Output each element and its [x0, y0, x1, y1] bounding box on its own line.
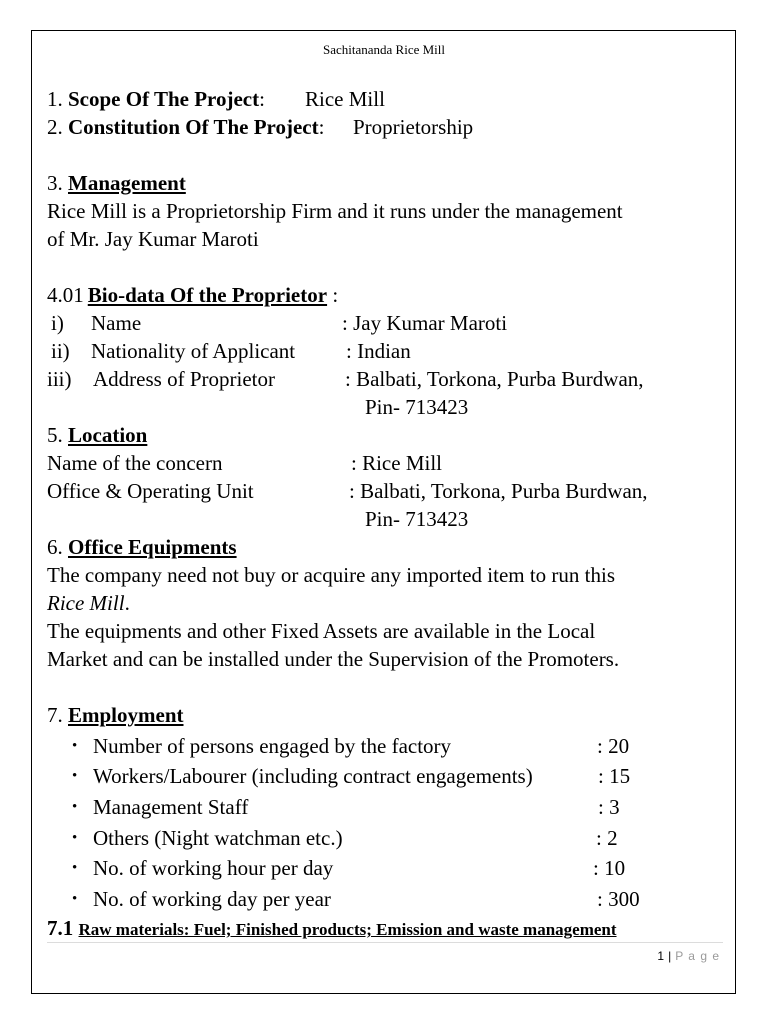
biodata-row-index: i)	[51, 311, 64, 335]
location-row-value: : Balbati, Torkona, Purba Burdwan,	[349, 479, 648, 503]
bullet-icon: •	[72, 738, 78, 754]
location-row-key: Name of the concern	[47, 451, 223, 475]
bullet-icon: •	[72, 860, 78, 876]
employment-item-value: : 2	[596, 826, 618, 850]
biodata-row-key: Name	[91, 311, 142, 335]
employment-item-value: : 20	[597, 734, 630, 758]
bullet-icon: •	[72, 768, 78, 784]
section-biodata	[47, 283, 338, 307]
employment-item-value: : 10	[593, 856, 626, 880]
constitution-value: Proprietorship	[353, 115, 474, 139]
employment-item-text: No. of working hour per day	[93, 856, 334, 880]
section-label: Management	[68, 171, 186, 195]
bullet-icon: •	[72, 830, 78, 846]
employment-item-text: No. of working day per year	[93, 887, 331, 911]
section-label: Bio-data Of the Proprietor	[87, 283, 328, 307]
biodata-row-value: : Jay Kumar Maroti	[342, 311, 508, 335]
section-number: 7.	[47, 703, 68, 727]
footer-divider	[47, 942, 723, 943]
section-office-equipments	[47, 535, 237, 559]
scope-value: Rice Mill	[305, 87, 385, 111]
location-row-value: : Rice Mill	[351, 451, 442, 475]
biodata-row-value: : Balbati, Torkona, Purba Burdwan,	[345, 367, 644, 391]
equipments-text-line-4: Market and can be installed under the Supervision of the Promoters.	[47, 647, 620, 671]
section-number: 7.1	[47, 916, 79, 940]
biodata-row-index: iii)	[47, 367, 72, 391]
page-word: P a g e	[675, 949, 720, 963]
section-number: 4.01	[47, 283, 84, 307]
equipments-text-line-2	[47, 591, 130, 615]
section-location	[47, 423, 147, 447]
section-scope	[47, 87, 265, 111]
employment-item-value: : 15	[598, 764, 631, 788]
biodata-row-value-cont: Pin- 713423	[365, 395, 469, 419]
section-employment	[47, 703, 184, 727]
section-number: 6.	[47, 535, 68, 559]
section-number: 2.	[47, 115, 68, 139]
page-header: Sachitananda Rice Mill	[322, 42, 446, 57]
section-label: Location	[68, 423, 148, 447]
page-footer	[657, 948, 720, 964]
section-colon: :	[259, 87, 265, 111]
period: .	[124, 591, 130, 615]
footer-separator: |	[668, 949, 673, 963]
biodata-row-index: ii)	[51, 339, 70, 363]
section-colon: :	[318, 115, 325, 139]
section-number: 3.	[47, 171, 68, 195]
bullet-icon: •	[72, 799, 78, 815]
italic-rice-mill: Rice Mill	[47, 591, 125, 615]
section-raw-materials	[47, 916, 617, 942]
section-colon: :	[327, 283, 339, 307]
location-row-key: Office & Operating Unit	[47, 479, 254, 503]
section-label: Constitution Of The Project	[68, 115, 319, 139]
section-label: Raw materials: Fuel; Finished products; Emission and waste management	[78, 920, 617, 939]
section-number: 5.	[47, 423, 68, 447]
page-number: 1	[657, 949, 666, 963]
section-label: Scope Of The Project	[68, 87, 260, 111]
section-management	[47, 171, 186, 195]
employment-item-text: Workers/Labourer (including contract engagements)	[93, 764, 533, 788]
equipments-text-line-3: The equipments and other Fixed Assets are available in the Local	[47, 619, 596, 643]
equipments-text-line-1: The company need not buy or acquire any imported item to run this	[47, 563, 616, 587]
location-row-value-cont: Pin- 713423	[365, 507, 469, 531]
section-label: Employment	[68, 703, 184, 727]
biodata-row-value: : Indian	[346, 339, 411, 363]
employment-item-value: : 3	[598, 795, 620, 819]
employment-item-text: Others (Night watchman etc.)	[93, 826, 343, 850]
employment-item-text: Number of persons engaged by the factory	[93, 734, 452, 758]
biodata-row-key: Nationality of Applicant	[91, 339, 296, 363]
employment-item-text: Management Staff	[93, 795, 249, 819]
employment-item-value: : 300	[597, 887, 640, 911]
section-constitution	[47, 115, 324, 139]
biodata-row-key: Address of Proprietor	[93, 367, 275, 391]
section-label: Office Equipments	[68, 535, 237, 559]
section-number: 1.	[47, 87, 68, 111]
management-text-line-2: of Mr. Jay Kumar Maroti	[47, 227, 259, 251]
bullet-icon: •	[72, 891, 78, 907]
management-text-line-1: Rice Mill is a Proprietorship Firm and it runs under the management	[47, 199, 623, 223]
